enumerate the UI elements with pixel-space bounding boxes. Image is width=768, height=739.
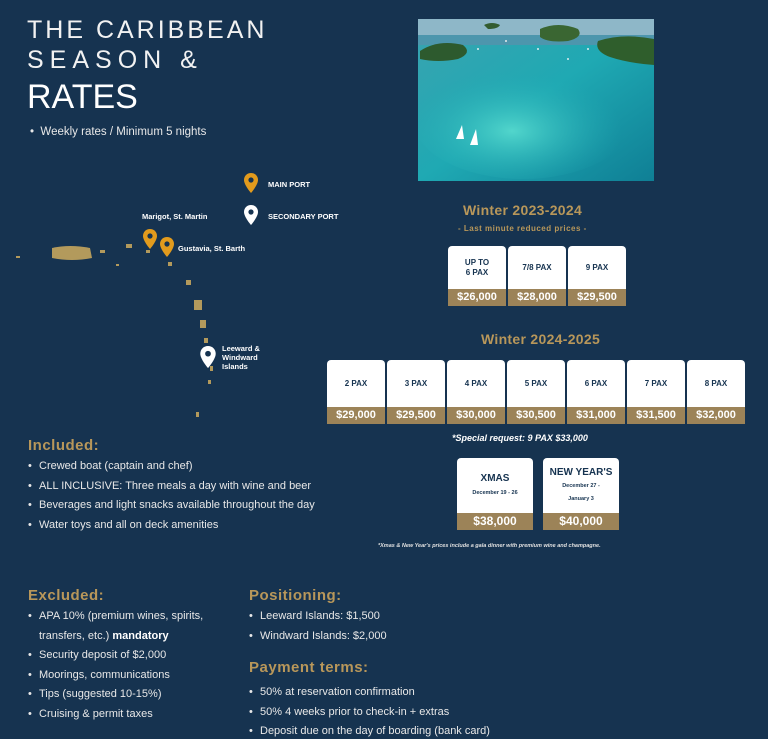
leeward-pin-icon [200, 346, 216, 368]
apa-cont-text: transfers, etc.) [39, 629, 110, 642]
holiday-newyear-dates-1: December 27 - [562, 482, 600, 489]
included-item: • Crewed boat (captain and chef) [28, 457, 315, 477]
special-request: *Special request: 9 PAX $33,000 [452, 433, 588, 443]
excluded-title: Excluded: [28, 587, 105, 604]
title-line-2: SEASON & [27, 46, 203, 74]
w1-card-3-label: 9 PAX [585, 262, 609, 272]
payment-title: Payment terms: [249, 659, 369, 676]
holiday-xmas-title: XMAS [480, 472, 510, 484]
w2-card-2-label: 3 PAX [404, 378, 428, 388]
payment-list [249, 683, 490, 739]
holiday-card-xmas [457, 458, 533, 530]
excluded-item: • Moorings, communications [28, 666, 203, 686]
leeward-label-line-1: Leeward & [222, 344, 260, 353]
included-item: • Beverages and light snacks available throughout the day [28, 496, 315, 516]
w1-card-1 [448, 246, 506, 306]
positioning-list [249, 607, 387, 646]
island-map [0, 160, 360, 440]
w2-card-1-price: $29,000 [327, 407, 385, 424]
winter-2023-note: - Last minute reduced prices - [458, 224, 587, 233]
holiday-xmas-dates: December 19 - 26 [472, 489, 518, 496]
secondary-port-legend-label: SECONDARY PORT [268, 212, 339, 221]
holiday-newyear-price: $40,000 [543, 513, 619, 530]
holiday-newyear-dates-2: January 3 [568, 495, 594, 502]
w2-card-3-price: $30,000 [447, 407, 505, 424]
w1-card-1-label-line-2: 6 PAX [465, 267, 489, 277]
title-line-3: RATES [27, 78, 138, 116]
leeward-label-line-2: Windward [222, 353, 258, 362]
w2-card-6-label: 7 PAX [644, 378, 668, 388]
aerial-photo [418, 19, 654, 181]
holiday-xmas-price: $38,000 [457, 513, 533, 530]
excluded-item: • Cruising & permit taxes [28, 705, 203, 725]
weekly-note-text: Weekly rates / Minimum 5 nights [40, 126, 207, 138]
w1-card-2 [508, 246, 566, 306]
w1-card-3-price: $29,500 [568, 289, 626, 306]
w2-card-2-price: $29,500 [387, 407, 445, 424]
w2-card-4-label: 5 PAX [524, 378, 548, 388]
w1-card-1-label-line-1: UP TO [464, 257, 490, 267]
payment-item: • Deposit due on the day of boarding (bank card) [249, 722, 490, 739]
apa-mandatory: mandatory [112, 629, 169, 642]
included-title: Included: [28, 437, 100, 454]
main-port-legend-icon [244, 173, 258, 193]
leeward-label [222, 344, 260, 371]
marigot-label: Marigot, St. Martin [142, 212, 208, 221]
title-line-1: THE CARIBBEAN [27, 16, 268, 44]
w1-card-1-price: $26,000 [448, 289, 506, 306]
w2-card-5-label: 6 PAX [584, 378, 608, 388]
w2-card-4 [507, 360, 565, 424]
w2-card-4-price: $30,500 [507, 407, 565, 424]
marigot-pin-icon [143, 229, 157, 249]
leeward-label-line-3: Islands [222, 362, 248, 371]
included-item: • ALL INCLUSIVE: Three meals a day with wine and beer [28, 477, 315, 497]
w2-card-7 [687, 360, 745, 424]
included-item: • Water toys and all on deck amenities [28, 516, 315, 536]
positioning-title: Positioning: [249, 587, 342, 604]
w2-card-1-label: 2 PAX [344, 378, 368, 388]
w1-card-2-label: 7/8 PAX [522, 262, 552, 272]
w2-card-5 [567, 360, 625, 424]
w2-card-3-label: 4 PAX [464, 378, 488, 388]
w1-card-1-label [448, 246, 506, 289]
secondary-port-legend-icon [244, 205, 258, 225]
holiday-card-newyear-label [543, 458, 619, 513]
w1-card-3 [568, 246, 626, 306]
positioning-item: • Windward Islands: $2,000 [249, 627, 387, 647]
weekly-note: • Weekly rates / Minimum 5 nights [30, 126, 207, 138]
winter-2023-heading: Winter 2023-2024 [463, 202, 583, 218]
gustavia-pin-icon [160, 237, 174, 257]
positioning-item: • Leeward Islands: $1,500 [249, 607, 387, 627]
gustavia-label: Gustavia, St. Barth [178, 244, 246, 253]
w2-card-7-price: $32,000 [687, 407, 745, 424]
excluded-item-apa-cont [28, 627, 203, 647]
included-list [28, 457, 315, 535]
holiday-card-newyear [543, 458, 619, 530]
w1-card-2-price: $28,000 [508, 289, 566, 306]
payment-item: • 50% 4 weeks prior to check-in + extras [249, 703, 490, 723]
island-puerto-rico [52, 246, 92, 260]
w2-card-2 [387, 360, 445, 424]
excluded-item: • Tips (suggested 10-15%) [28, 685, 203, 705]
aerial-photo-image [418, 19, 654, 181]
w2-card-1 [327, 360, 385, 424]
w2-card-7-label: 8 PAX [704, 378, 728, 388]
winter-2024-heading: Winter 2024-2025 [481, 331, 601, 347]
holiday-note: *Xmas & New Year's prices include a gala dinner with premium wine and champagne. [378, 543, 601, 549]
holiday-card-xmas-label [457, 458, 533, 513]
w2-card-5-price: $31,000 [567, 407, 625, 424]
excluded-item-apa: • APA 10% (premium wines, spirits, [28, 607, 203, 627]
payment-item: • 50% at reservation confirmation [249, 683, 490, 703]
excluded-list [28, 607, 203, 724]
w2-card-6 [627, 360, 685, 424]
holiday-newyear-title: NEW YEAR'S [549, 466, 613, 478]
excluded-item: • Security deposit of $2,000 [28, 646, 203, 666]
caribbean-map [0, 160, 360, 440]
w2-card-6-price: $31,500 [627, 407, 685, 424]
main-port-legend-label: MAIN PORT [268, 180, 311, 189]
w2-card-3 [447, 360, 505, 424]
